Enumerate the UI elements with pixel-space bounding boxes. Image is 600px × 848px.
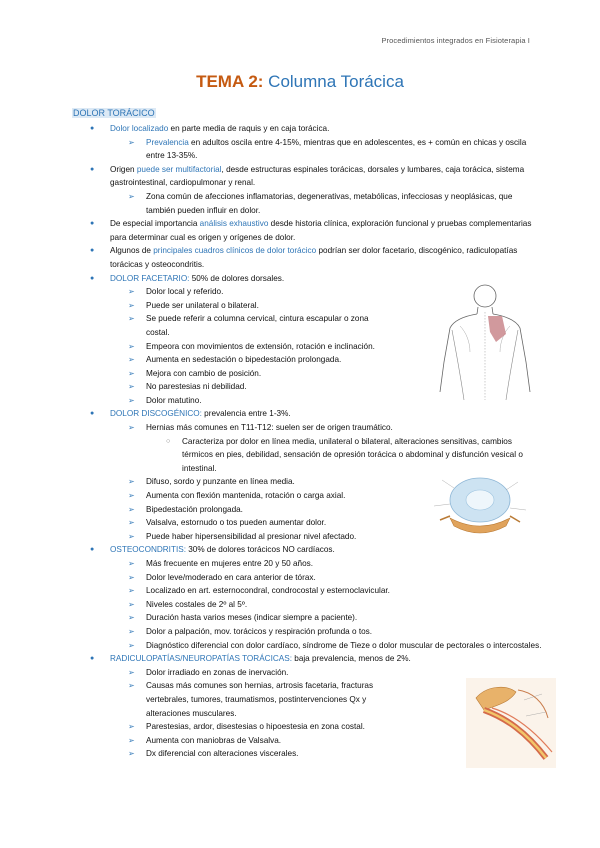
- item-text: Diagnóstico diferencial con dolor cardíaco, síndrome de Tieze o dolor muscular de pectorales o intercostales.: [146, 640, 542, 650]
- list-item: [72, 584, 542, 598]
- highlighted-text: RADICULOPATÍAS/NEUROPATÍAS TORÁCICAS:: [110, 654, 292, 664]
- arrow-bullet-icon: ➢: [128, 314, 135, 324]
- item-text: Dolor irradiado en zonas de inervación.: [146, 667, 289, 677]
- arrow-bullet-icon: ➢: [128, 287, 135, 297]
- item-text: Dolor matutino.: [146, 395, 202, 405]
- item-text: Niveles costales de 2º al 5º.: [146, 599, 248, 609]
- dot-bullet-icon: ●: [90, 220, 95, 228]
- list-item: [72, 639, 542, 653]
- arrow-bullet-icon: ➢: [128, 504, 135, 514]
- item-text: baja prevalencia, menos de 2%.: [291, 654, 411, 664]
- arrow-bullet-icon: ➢: [128, 640, 135, 650]
- dot-bullet-icon: ●: [90, 274, 95, 282]
- item-text: Puede haber hipersensibilidad al presionar nivel afectado.: [146, 531, 357, 541]
- arrow-bullet-icon: ➢: [128, 518, 135, 528]
- arrow-bullet-icon: ➢: [128, 681, 135, 691]
- arrow-bullet-icon: ➢: [128, 667, 135, 677]
- item-text: prevalencia entre 1-3%.: [201, 409, 291, 419]
- arrow-bullet-icon: ➢: [128, 368, 135, 378]
- highlighted-text: puede ser multifactorial: [136, 164, 222, 174]
- item-text: Empeora con movimientos de extensión, rotación e inclinación.: [146, 341, 375, 351]
- arrow-bullet-icon: ➢: [128, 572, 135, 582]
- item-text: Aumenta en sedestación o bipedestación prolongada.: [146, 355, 342, 365]
- item-text: Dolor local y referido.: [146, 287, 224, 297]
- item-text: Causas más comunes son hernias, artrosis facetaria, fracturas vertebrales, tumores, traumatismos, postintervenciones Qx y alteraciones musculares.: [146, 681, 374, 718]
- dot-bullet-icon: ●: [90, 655, 95, 663]
- title-number: TEMA 2:: [196, 72, 264, 91]
- item-text: en adultos oscila entre 4-15%, mientras que en adolescentes, es + común en chicas y oscila entre 13-35%.: [146, 137, 527, 161]
- item-text: Difuso, sordo y punzante en línea media.: [146, 477, 295, 487]
- item-text: Aumenta con flexión mantenida, rotación o carga axial.: [146, 491, 346, 501]
- highlighted-text: DOLOR FACETARIO:: [110, 273, 190, 283]
- nerve-anatomy-figure: [466, 678, 556, 768]
- arrow-bullet-icon: ➢: [128, 586, 135, 596]
- list-item: [72, 611, 542, 625]
- item-text: Dx diferencial con alteraciones viscerales.: [146, 749, 299, 759]
- dot-bullet-icon: ●: [90, 125, 95, 132]
- list-item: [72, 625, 542, 639]
- item-text: Valsalva, estornudo o tos pueden aumentar dolor.: [146, 518, 327, 528]
- arrow-bullet-icon: ➢: [128, 341, 135, 351]
- section-heading: DOLOR TORÁCICO: [73, 108, 155, 118]
- item-text: Duración hasta varios meses (indicar siempre a paciente).: [146, 613, 358, 623]
- highlighted-text: Prevalencia: [146, 137, 189, 147]
- item-text: Dolor a palpación, mov. torácicos y respiración profunda o tos.: [146, 626, 373, 636]
- arrow-bullet-icon: ➢: [128, 355, 135, 365]
- item-text: , desde estructuras espinales torácicas, dorsales y lumbares, caja torácica, sistema gastrointestinal, cardiopulmonar y renal.: [110, 164, 525, 188]
- item-text: Localizado en art. esternocondral, condrocostal y esternoclavicular.: [146, 586, 390, 596]
- list-item: [72, 244, 542, 271]
- arrow-bullet-icon: ➢: [128, 300, 135, 310]
- item-text: Zona común de afecciones inflamatorias, degenerativas, metabólicas, infecciosas y neoplásicas, que también pueden influir en dolor.: [146, 191, 513, 215]
- arrow-bullet-icon: ➢: [128, 137, 135, 147]
- item-text: Mejora con cambio de posición.: [146, 368, 262, 378]
- arrow-bullet-icon: ➢: [128, 722, 135, 732]
- arrow-bullet-icon: ➢: [128, 477, 135, 487]
- item-text: Caracteriza por dolor en línea media, unilateral o bilateral, alteraciones sensitivas, cambios térmicos en pies, debilidad, sensación de opresión torácica o abdominal y disfunción vesical o intestinal.: [182, 436, 523, 473]
- dot-bullet-icon: ●: [90, 410, 95, 418]
- highlighted-text: Dolor localizado: [110, 124, 169, 133]
- dot-bullet-icon: ●: [90, 247, 95, 255]
- list-item: [72, 136, 542, 163]
- list-item: [72, 543, 542, 557]
- list-item: [72, 652, 542, 666]
- arrow-bullet-icon: ➢: [128, 735, 135, 745]
- arrow-bullet-icon: ➢: [128, 395, 135, 405]
- bullet-list: [72, 122, 542, 761]
- list-item: [72, 122, 542, 136]
- list-item: [72, 163, 542, 190]
- dot-bullet-icon: ●: [90, 165, 95, 173]
- list-item: [72, 571, 542, 585]
- list-item: [72, 190, 542, 217]
- arrow-bullet-icon: ➢: [128, 491, 135, 501]
- highlighted-text: análisis exhaustivo: [199, 219, 269, 229]
- item-text: podrían ser dolor facetario, discogénico, radiculopatías torácicas y osteocondritis.: [110, 246, 518, 269]
- item-text: Parestesias, ardor, disestesias o hipoestesia en zona costal.: [146, 722, 365, 732]
- arrow-bullet-icon: ➢: [128, 599, 135, 609]
- arrow-bullet-icon: ➢: [128, 626, 135, 636]
- dot-bullet-icon: ●: [90, 546, 95, 554]
- item-text: Más frecuente en mujeres entre 20 y 50 años.: [146, 559, 314, 568]
- arrow-bullet-icon: ➢: [128, 191, 135, 201]
- list-item: [72, 217, 542, 244]
- list-item: [72, 421, 542, 435]
- arrow-bullet-icon: ➢: [128, 559, 135, 568]
- item-text: 50% de dolores dorsales.: [189, 273, 285, 283]
- item-text: Se puede referir a columna cervical, cintura escapular o zona costal.: [146, 314, 369, 337]
- arrow-bullet-icon: ➢: [128, 749, 135, 759]
- disc-anatomy-figure: [420, 470, 540, 540]
- circle-bullet-icon: ○: [166, 437, 171, 445]
- list-item: [72, 557, 542, 571]
- arrow-bullet-icon: ➢: [128, 423, 135, 433]
- arrow-bullet-icon: ➢: [128, 531, 135, 541]
- arrow-bullet-icon: ➢: [128, 382, 135, 392]
- list-item: [72, 407, 542, 421]
- item-text: De especial importancia: [110, 219, 200, 229]
- back-anatomy-figure: [430, 282, 540, 402]
- item-text: No parestesias ni debilidad.: [146, 382, 247, 392]
- item-text: Dolor leve/moderado en cara anterior de tórax.: [146, 572, 316, 582]
- item-text: Puede ser unilateral o bilateral.: [146, 300, 259, 310]
- item-text: Hernias más comunes en T11-T12: suelen ser de origen traumático.: [146, 423, 393, 433]
- page-header: Procedimientos integrados en Fisioterapia I: [381, 36, 530, 45]
- item-text: en parte media de raquis y en caja torácica.: [168, 124, 330, 133]
- highlighted-text: OSTEOCONDRITIS:: [110, 545, 186, 555]
- item-text: Aumenta con maniobras de Valsalva.: [146, 735, 282, 745]
- highlighted-text: principales cuadros clínicos de dolor torácico: [153, 246, 317, 256]
- item-text: Algunos de: [110, 246, 154, 256]
- page-title: [0, 72, 600, 92]
- item-text: desde historia clínica, exploración funcional y pruebas complementarias para determinar cual es origen y orígenes de dolor.: [110, 219, 532, 242]
- list-item: [72, 598, 542, 612]
- item-text: 30% de dolores torácicos NO cardíacos.: [185, 545, 335, 555]
- title-text: Columna Torácica: [263, 72, 404, 91]
- item-text: Origen: [110, 164, 137, 174]
- highlighted-text: DOLOR DISCOGÉNICO:: [110, 409, 202, 419]
- arrow-bullet-icon: ➢: [128, 613, 135, 623]
- item-text: Bipedestación prolongada.: [146, 504, 243, 514]
